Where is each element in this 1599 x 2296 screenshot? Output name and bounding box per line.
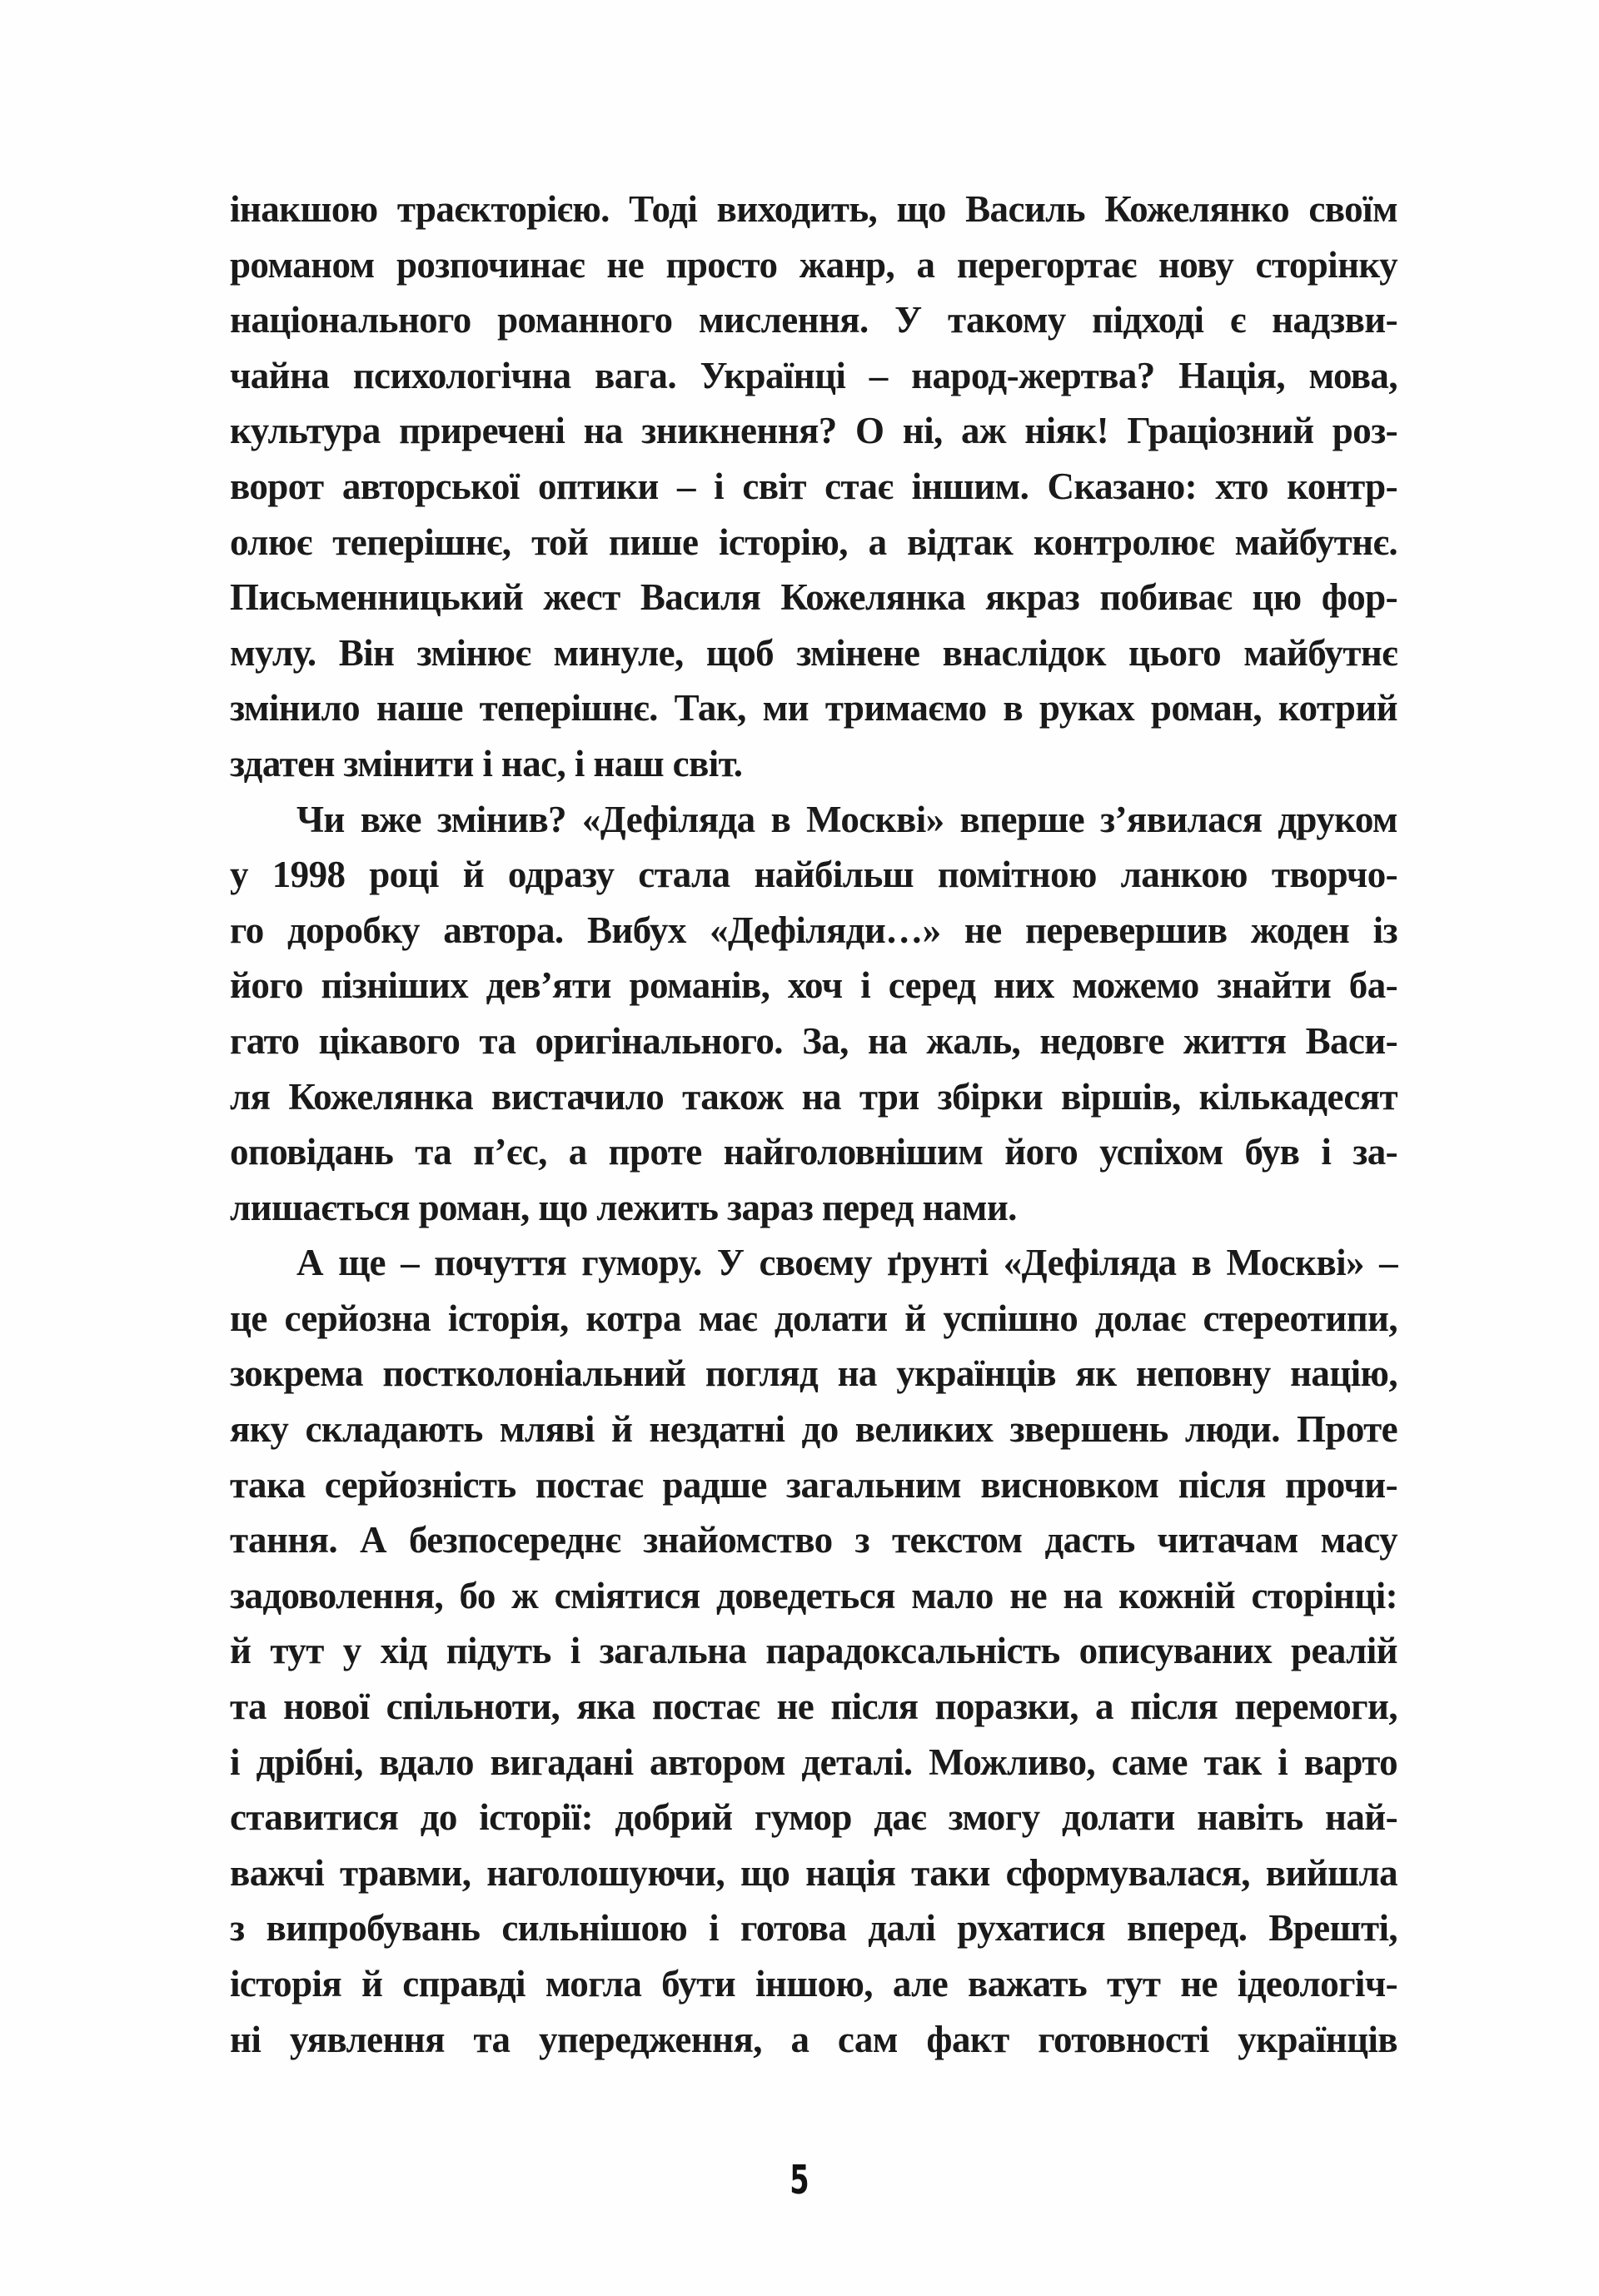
- text-line: у 1998 році й одразу стала найбільш помітною ланкою творчо-: [230, 854, 1397, 896]
- text-line: зокрема постколоніальний погляд на українців як неповну націю,: [230, 1352, 1397, 1395]
- text-line: лишається роман, що лежить зараз перед нами.: [230, 1186, 1017, 1228]
- text-line: його пізніших дев’яти романів, хоч і серед них можемо знайти ба-: [230, 964, 1397, 1007]
- text-line: ворот авторської оптики – і світ стає іншим. Сказано: хто контр-: [230, 465, 1397, 507]
- text-line: романом розпочинає не просто жанр, а перегортає нову сторінку: [230, 243, 1397, 286]
- text-line: Письменницький жест Василя Кожелянка якраз побиває цю фор-: [230, 576, 1397, 619]
- text-line: й тут у хід підуть і загальна парадоксальність описуваних реалій: [230, 1630, 1397, 1672]
- text-line: задоволення, бо ж сміятися доведеться мало не на кожній сторінці:: [230, 1574, 1397, 1616]
- text-line: яку складають мляві й нездатні до великих звершень люди. Проте: [230, 1408, 1397, 1451]
- text-line: гато цікавого та оригінального. За, на жаль, недовге життя Васи-: [230, 1019, 1397, 1062]
- text-line: це серйозна історія, котра має долати й успішно долає стереотипи,: [230, 1297, 1397, 1339]
- text-line: така серйозність постає радше загальним висновком після прочи-: [230, 1463, 1397, 1506]
- text-line: оповідань та п’єс, а проте найголовнішим його успіхом був і за-: [230, 1131, 1397, 1173]
- text-line: інакшою траєкторією. Тоді виходить, що Василь Кожелянко своїм: [230, 188, 1397, 230]
- text-line: історія й справді могла бути іншою, але важать тут не ідеологіч-: [230, 1963, 1397, 2005]
- text-line: здатен змінити і нас, і наш світ.: [230, 742, 743, 784]
- text-line: з випробувань сильнішою і готова далі рухатися вперед. Врешті,: [230, 1907, 1397, 1950]
- text-line: мулу. Він змінює минуле, щоб змінене внаслідок цього майбутнє: [230, 631, 1397, 674]
- paragraph-first-line: Чи вже змінив? «Дефіляда в Москві» вперше з’явилася друком: [296, 798, 1397, 840]
- body-text: [230, 182, 1397, 2067]
- page-number: 5: [790, 2157, 809, 2204]
- text-line: національного романного мислення. У такому підході є надзви-: [230, 299, 1397, 341]
- text-line: го доробку автора. Вибух «Дефіляди…» не перевершив жоден із: [230, 909, 1397, 951]
- text-line: ставитися до історії: добрий гумор дає змогу долати навіть най-: [230, 1796, 1397, 1839]
- text-line: культура приречені на зникнення? О ні, аж ніяк! Граціозний роз-: [230, 410, 1397, 452]
- text-line: ні уявлення та упередження, а сам факт готовності українців: [230, 2018, 1397, 2060]
- text-line: олює теперішнє, той пише історію, а відтак контролює майбутнє.: [230, 520, 1397, 563]
- text-line: ля Кожелянка вистачило також на три збірки віршів, кількадесят: [230, 1075, 1397, 1118]
- text-line: та нової спільноти, яка постає не після поразки, а після перемоги,: [230, 1686, 1397, 1728]
- text-line: важчі травми, наголошуючи, що нація таки сформувалася, вийшла: [230, 1851, 1397, 1894]
- paragraph-first-line: А ще – почуття гумору. У своєму ґрунті «Дефіляда в Москві» –: [296, 1242, 1397, 1284]
- text-line: змінило наше теперішнє. Так, ми тримаємо в руках роман, котрий: [230, 687, 1397, 730]
- text-line: чайна психологічна вага. Українці – народ-жертва? Нація, мова,: [230, 354, 1397, 396]
- text-line: тання. А безпосереднє знайомство з текстом дасть читачам масу: [230, 1519, 1397, 1561]
- text-line: і дрібні, вдало вигадані автором деталі. Можливо, саме так і варто: [230, 1741, 1397, 1783]
